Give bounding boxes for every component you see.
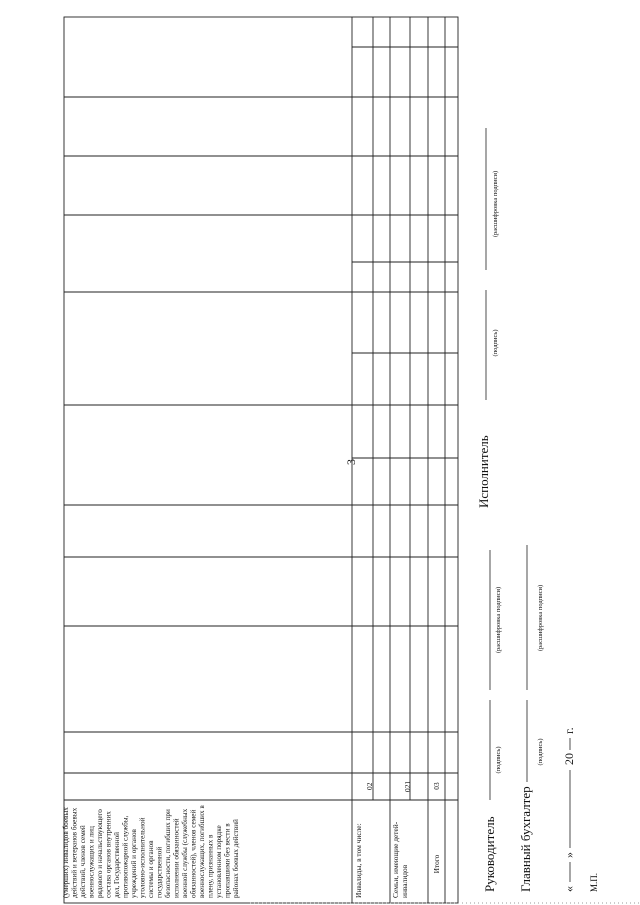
head-signature-caption: (подпись) [495,746,502,774]
families-line-1: Семьи, имеющие детей- [391,821,400,898]
date-year-suffix: г. [562,727,576,734]
executor-label: Исполнитель [476,435,491,508]
row-label-main-line: безопасности, погибших при [164,809,172,898]
row-label-main-line: действий, членов семей [79,825,87,898]
row-label-main-line: военнослужащих, погибших в [198,805,206,898]
head-decoding-caption: (расшифровка подписи) [495,586,502,654]
row-label-main-line: военной службы (служебных [181,808,189,898]
date-open-quote: « [562,886,576,892]
chief-accountant-label: Главный бухгалтер [518,786,533,892]
row-code-invalids: 02 [365,782,374,790]
row-label-total: Итого [432,854,441,874]
row-code-families: 021 [403,780,412,792]
row-label-main-line: установленном порядке [215,825,223,898]
date-close-quote: » [562,852,576,858]
accountant-signature-caption: (подпись) [537,738,544,766]
executor-signature-caption: (подпись) [492,329,499,357]
families-line-2: инвалидов [400,864,409,898]
row-label-main-line: исполнении обязанностей [172,818,181,898]
row-label-main-line: государственной [155,846,164,898]
accountant-decoding-caption: (расшифровка подписи) [537,584,544,652]
row-label-invalids: Инвалиды, в том числе: [354,823,363,898]
row-label-main-line: системы и органов [147,840,155,898]
page-number: 3 [344,459,358,465]
date-year-prefix: 20 [562,753,576,765]
seal-label: М.П. [589,872,599,892]
row-label-main-line: плену, признанных в [206,834,215,898]
row-label-main-line: действий и ветеранов боевых [70,807,79,898]
row-label-main-line: военнослужащих и лиц [87,826,96,898]
row-code-total: 03 [432,782,441,790]
row-label-main-line: обязанностей), членов семей [189,809,198,898]
row-label-main-line: противопожарной службы, [121,815,130,898]
row-label-main-line: состава органов внутренних [104,811,113,898]
row-label-main-line: дел, Государственной [113,831,121,898]
row-label-main-line: учреждений и органов [130,829,138,898]
row-label-main-line: (умерших) инвалидов боевых [62,807,70,898]
row-label-main-line: рядового и начальствующего [96,809,104,898]
row-label-main-line: уголовно-исполнительной [138,817,147,898]
row-label-main-line: пропавшими без вести в [223,823,232,898]
head-label: Руководитель [482,816,497,892]
executor-decoding-caption: (расшифровка подписи) [492,170,499,238]
row-label-main-line: районах боевых действий [232,819,240,898]
